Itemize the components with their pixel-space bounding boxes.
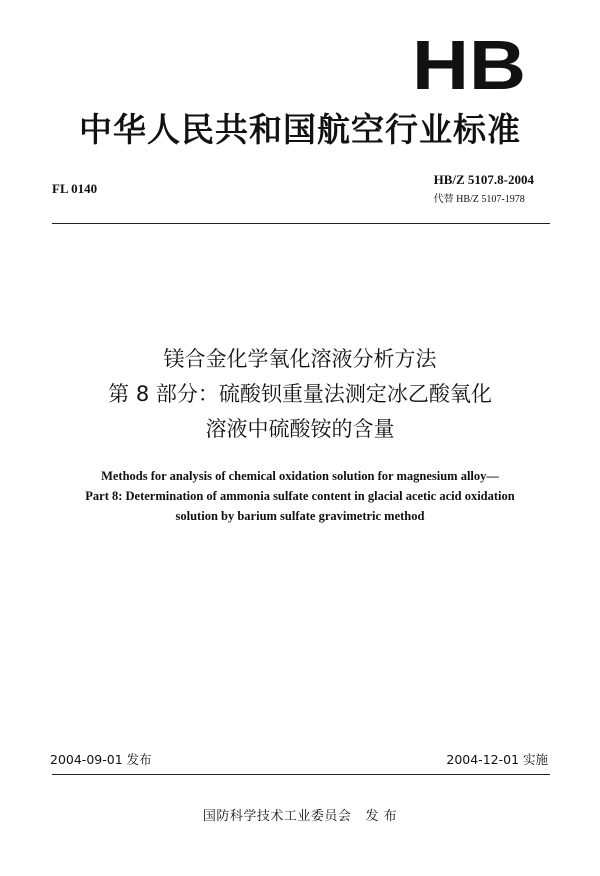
chinese-title <box>0 342 600 447</box>
chinese-title-line-2: 第 8 部分：硫酸钡重量法测定冰乙酸氧化 <box>108 382 492 406</box>
english-title-line-3: solution by barium sulfate gravimetric method <box>175 509 425 523</box>
hb-logo-text: HB <box>412 34 526 94</box>
header-divider <box>52 223 550 224</box>
issuer-action: 发 布 <box>365 809 398 824</box>
chinese-title-line-1: 镁合金化学氧化溶液分析方法 <box>163 347 437 371</box>
classification-code: FL 0140 <box>52 181 98 196</box>
publish-date: 2004-09-01 发布 <box>50 752 152 767</box>
replaces-standard: 代替 HB/Z 5107-1978 <box>433 194 525 205</box>
english-title-line-1: Methods for analysis of chemical oxidation solution for magnesium alloy— <box>101 469 499 483</box>
footer-divider <box>52 774 550 775</box>
chinese-title-line-3: 溶液中硫酸铵的含量 <box>205 417 395 441</box>
english-title <box>0 466 600 526</box>
hb-logo <box>410 34 528 94</box>
issuer <box>0 805 600 824</box>
issuer-name: 国防科学技术工业委员会 <box>202 809 352 824</box>
standard-number-block <box>434 172 534 205</box>
standard-number: HB/Z 5107.8-2004 <box>433 172 534 187</box>
implementation-date: 2004-12-01 实施 <box>446 752 548 767</box>
main-title: 中华人民共和国航空行业标准 <box>79 110 521 149</box>
english-title-line-2: Part 8: Determination of ammonia sulfate content in glacial acetic acid oxidation <box>85 489 515 503</box>
